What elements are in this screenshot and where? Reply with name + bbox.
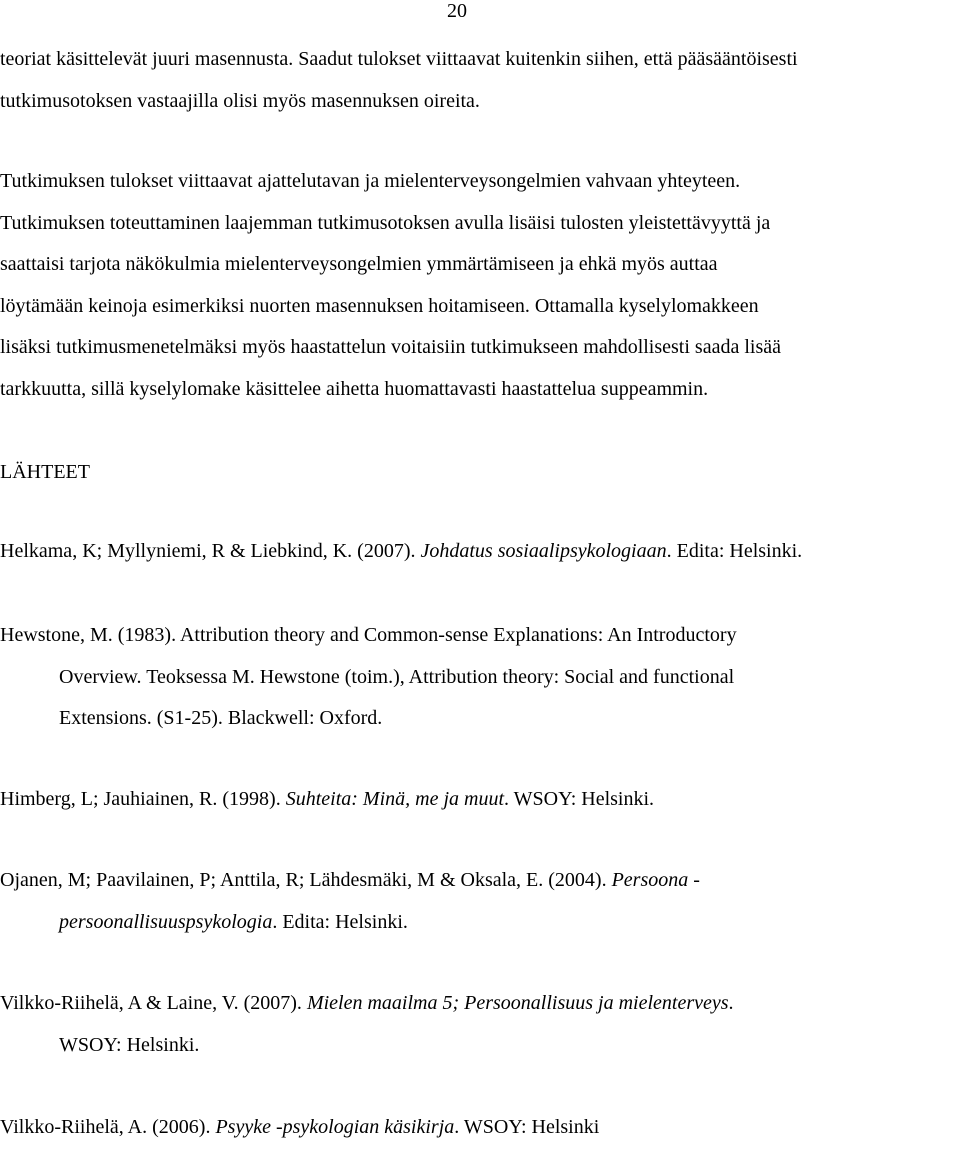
reference-vilkko-riihela-laine — [0, 983, 958, 1066]
paragraph-line: Tutkimuksen tulokset viittaavat ajattelutavan ja mielenterveysongelmien vahvaan yhteyteen. — [0, 170, 741, 192]
reference-authors: Himberg, L; Jauhiainen, R. (1998). — [0, 788, 286, 810]
reference-line — [0, 779, 958, 821]
reference-title: Suhteita: Minä, me ja muut — [285, 788, 505, 810]
reference-title: Mielen maailma 5; Persoonallisuus ja mielenterveys — [306, 992, 729, 1014]
reference-title: Persoona - — [611, 869, 700, 891]
reference-publisher: . WSOY: Helsinki. — [504, 788, 655, 810]
reference-authors: Helkama, K; Myllyniemi, R & Liebkind, K. (2007). — [0, 540, 421, 562]
reference-line: Hewstone, M. (1983). Attribution theory and Common-sense Explanations: An Introductory — [0, 624, 737, 646]
reference-line: Extensions. (S1-25). Blackwell: Oxford. — [59, 707, 383, 729]
reference-line — [0, 531, 958, 573]
page-number: 20 — [447, 0, 467, 22]
paragraph-line: teoriat käsittelevät juuri masennusta. Saadut tulokset viittaavat kuitenkin siihen, että pääsääntöisesti — [0, 48, 798, 70]
reference-publisher: . Edita: Helsinki. — [272, 910, 408, 933]
reference-title: Psyyke -psykologian käsikirja — [215, 1116, 455, 1138]
reference-publisher: . WSOY: Helsinki — [454, 1116, 600, 1138]
paragraph-line: lisäksi tutkimusmenetelmäksi myös haastattelun voitaisiin tutkimukseen mahdollisesti saada lisää — [0, 336, 781, 358]
reference-line — [0, 983, 958, 1025]
paragraph-line: tutkimusotoksen vastaajilla olisi myös masennuksen oireita. — [0, 89, 480, 112]
reference-authors: Vilkko-Riihelä, A & Laine, V. (2007). — [0, 992, 307, 1014]
paragraph-results — [0, 39, 958, 122]
paragraph-line: Tutkimuksen toteuttaminen laajemman tutkimusotoksen avulla lisäisi tulosten yleistettävyyttä ja — [0, 211, 771, 234]
references-heading: LÄHTEET — [0, 461, 90, 483]
reference-line — [0, 860, 958, 902]
reference-ojanen — [0, 860, 958, 943]
reference-helkama — [0, 531, 958, 573]
reference-line — [0, 902, 958, 944]
reference-authors: Vilkko-Riihelä, A. (2006). — [0, 1116, 216, 1138]
reference-hewstone — [0, 615, 958, 740]
reference-punctuation: . — [728, 992, 734, 1014]
reference-line — [0, 1107, 958, 1149]
reference-line: WSOY: Helsinki. — [59, 1033, 200, 1056]
paragraph-line: löytämään keinoja esimerkiksi nuorten masennuksen hoitamiseen. Ottamalla kyselylomakkeen — [0, 294, 759, 317]
reference-publisher: . Edita: Helsinki. — [666, 540, 803, 562]
paragraph-line: saattaisi tarjota näkökulmia mielenterveysongelmien ymmärtämiseen ja ehkä myös auttaa — [0, 253, 718, 275]
reference-title: Johdatus sosiaalipsykologiaan — [420, 540, 667, 562]
reference-line: Overview. Teoksessa M. Hewstone (toim.), Attribution theory: Social and functional — [59, 665, 735, 688]
reference-himberg — [0, 779, 958, 821]
reference-authors: Ojanen, M; Paavilainen, P; Anttila, R; Lähdesmäki, M & Oksala, E. (2004). — [0, 869, 612, 891]
paragraph-line: tarkkuutta, sillä kyselylomake käsittelee aihetta huomattavasti haastattelua suppeammin. — [0, 377, 709, 400]
reference-title: persoonallisuuspsykologia — [59, 910, 273, 933]
reference-vilkko-riihela — [0, 1107, 958, 1149]
paragraph-conclusions — [0, 161, 958, 410]
